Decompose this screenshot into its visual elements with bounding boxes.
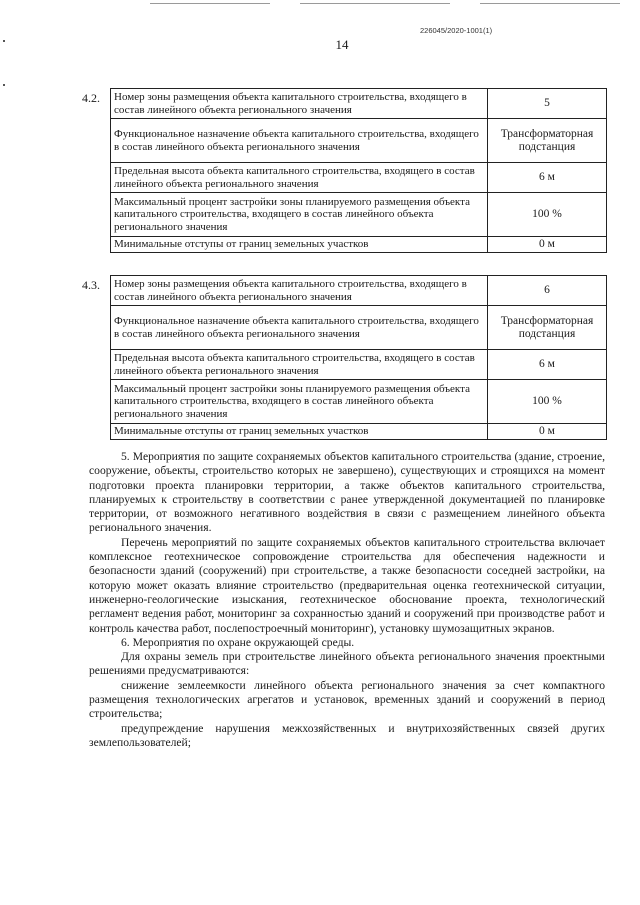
paragraph: снижение землеемкости линейного объекта регионального значения за счет компактного размещения технологических агрегатов и установок, временных зданий и сооружений в период строительства; (89, 678, 605, 721)
table-row (111, 119, 607, 163)
parameters-table (110, 88, 607, 253)
parameter-cell: Номер зоны размещения объекта капитального строительства, входящего в состав линейного объекта регионального значения (111, 89, 488, 119)
parameter-cell: Номер зоны размещения объекта капитального строительства, входящего в состав линейного объекта регионального значения (111, 276, 488, 306)
table-row (111, 163, 607, 193)
value-cell: 100 % (488, 380, 607, 424)
document-id: 226045/2020-1001(1) (420, 26, 493, 35)
scan-top-edge (0, 0, 640, 6)
value-cell: Трансформаторная подстанция (488, 119, 607, 163)
paragraph: 5. Мероприятия по защите сохраняемых объектов капитального строительства (здание, строение, сооружение, объекты, строительство которых не завершено), существующих и строящихся на момент подготовки проекта планировки территории, а также объектов капитального строительства, планируемых к строительству в соответствии с ранее утвержденной документацией по планировке территории, от возможного негативного воздействия в связи с размещением линейного объекта регионального значения. (89, 450, 605, 535)
value-cell: 100 % (488, 193, 607, 237)
parameter-cell: Функциональное назначение объекта капитального строительства, входящего в состав линейного объекта регионального значения (111, 119, 488, 163)
body-text (89, 450, 605, 750)
value-cell: 5 (488, 89, 607, 119)
table-row (111, 89, 607, 119)
parameter-cell: Предельная высота объекта капитального строительства, входящего в состав линейного объекта регионального значения (111, 163, 488, 193)
table-row (111, 380, 607, 424)
parameter-cell: Предельная высота объекта капитального строительства, входящего в состав линейного объекта регионального значения (111, 350, 488, 380)
table-row (111, 350, 607, 380)
paragraph: предупреждение нарушения межхозяйственных и внутрихозяйственных связей других землепользователей; (89, 721, 605, 749)
table-number: 4.2. (82, 91, 100, 105)
value-cell: 0 м (488, 424, 607, 440)
value-cell: 6 (488, 276, 607, 306)
scan-margin-mark (3, 84, 5, 86)
page-number: 14 (335, 37, 349, 52)
value-cell: Трансформаторная подстанция (488, 306, 607, 350)
table-row (111, 306, 607, 350)
parameter-cell: Минимальные отступы от границ земельных участков (111, 237, 488, 253)
value-cell: 6 м (488, 350, 607, 380)
parameter-cell: Минимальные отступы от границ земельных участков (111, 424, 488, 440)
parameter-cell: Максимальный процент застройки зоны планируемого размещения объекта капитального строительства, входящего в состав линейного объекта регионального значения (111, 380, 488, 424)
table-row (111, 276, 607, 306)
paragraph: Перечень мероприятий по защите сохраняемых объектов капитального строительства включает комплексное геотехническое сопровождение строительства для обеспечения надежности и безопасности зданий (сооружений) при строительстве, а также безопасности соседней застройки, на которую может оказать влияние строительство (предварительная оценка геотехнической ситуации, инженерно-геологические изыскания, геотехническое обоснование проекта, технологический регламент ведения работ, мониторинг за сохранностью зданий и сооружений при производстве работ и контроль качества работ, послепостроечный мониторинг), установку шумозащитных экранов. (89, 535, 605, 635)
value-cell: 0 м (488, 237, 607, 253)
table-row (111, 237, 607, 253)
table-number: 4.3. (82, 278, 100, 292)
parameter-cell: Максимальный процент застройки зоны планируемого размещения объекта капитального строительства, входящего в состав линейного объекта регионального значения (111, 193, 488, 237)
parameters-table (110, 275, 607, 440)
table-row (111, 193, 607, 237)
paragraph: Для охраны земель при строительстве линейного объекта регионального значения проектными решениями предусматриваются: (89, 650, 605, 678)
section-heading: 6. Мероприятия по охране окружающей среды. (121, 635, 355, 649)
value-cell: 6 м (488, 163, 607, 193)
table-row (111, 424, 607, 440)
parameter-cell: Функциональное назначение объекта капитального строительства, входящего в состав линейного объекта регионального значения (111, 306, 488, 350)
